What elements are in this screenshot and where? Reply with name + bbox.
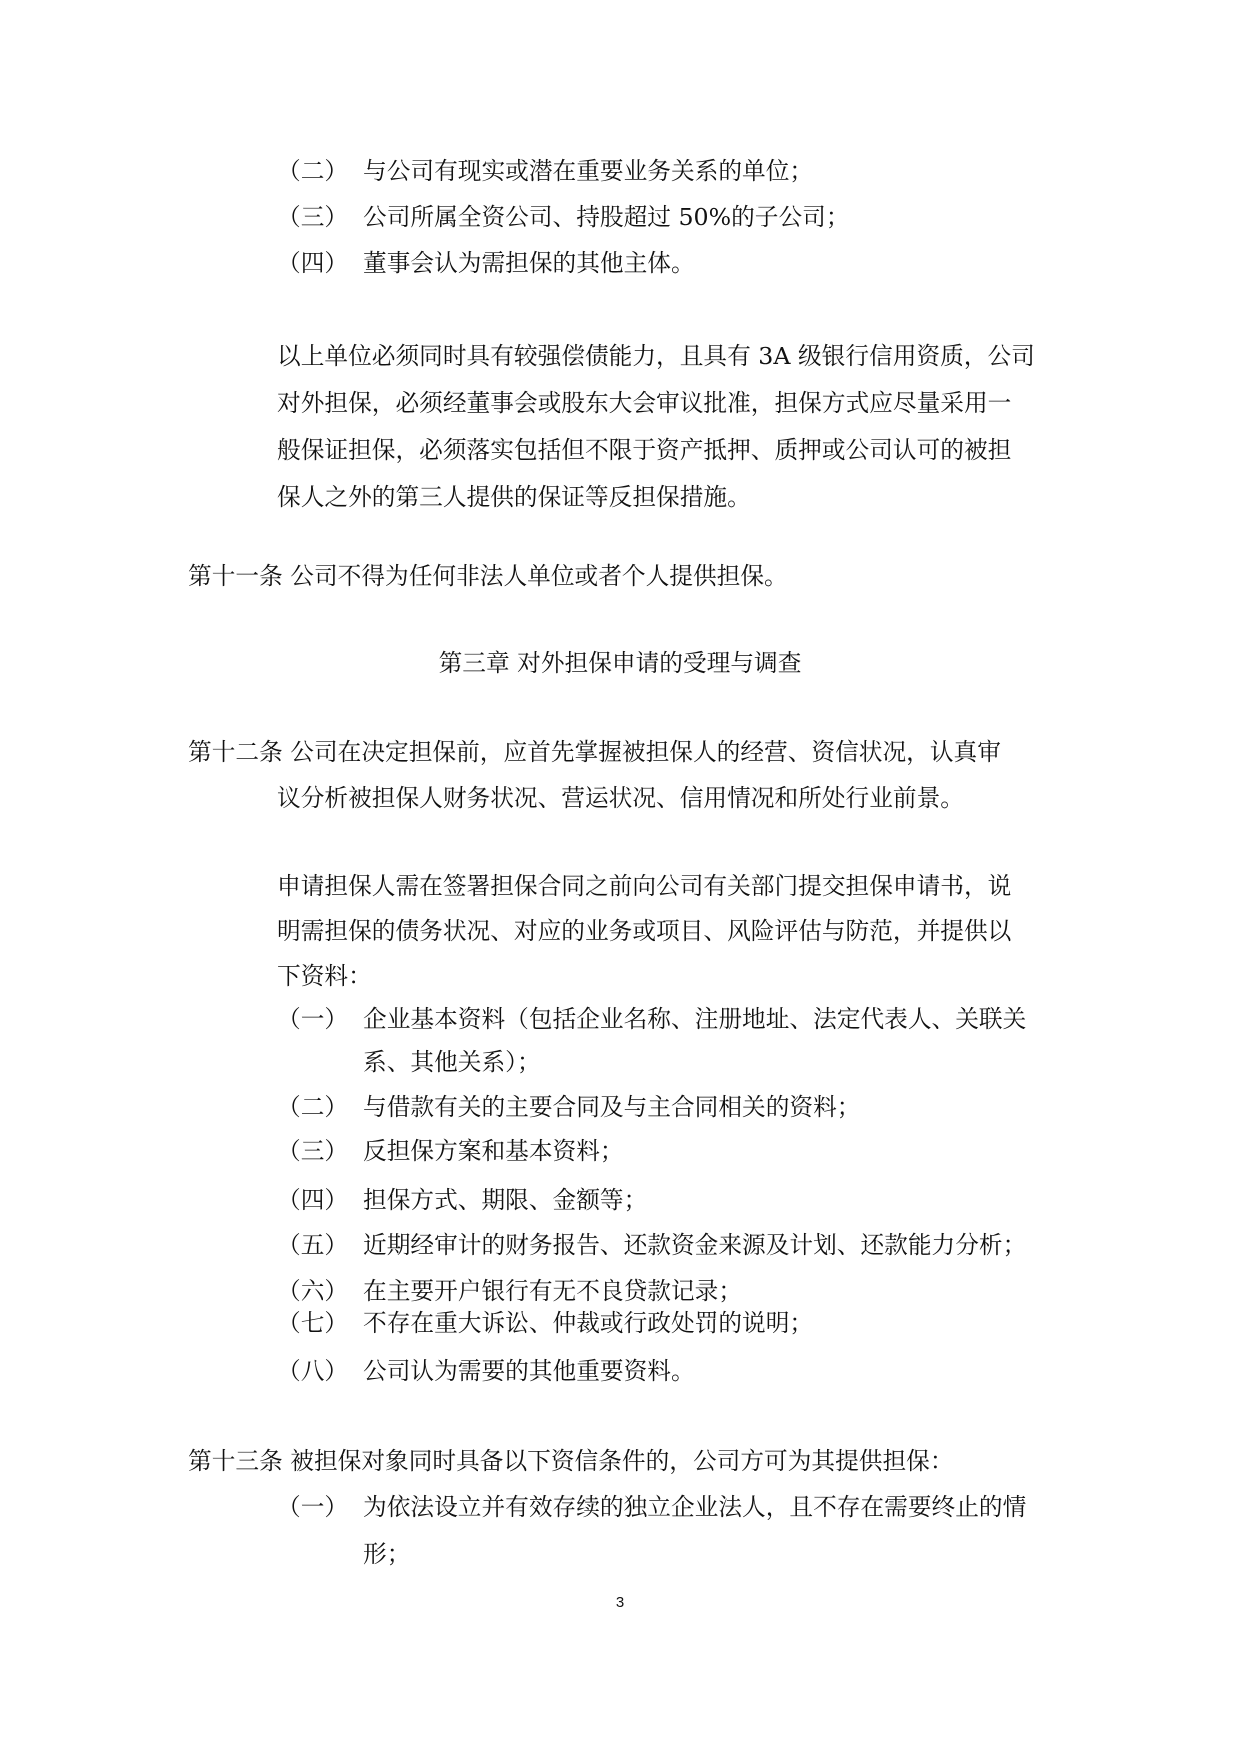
paragraph-line: 般保证担保，必须落实包括但不限于资产抵押、质押或公司认可的被担 [277, 436, 1012, 464]
list-item-text: 企业基本资料（包括企业名称、注册地址、法定代表人、关联关 [363, 1005, 1027, 1033]
list-item-text: 担保方式、期限、金额等； [363, 1186, 648, 1214]
list-item-text-continued: 系、其他关系）； [363, 1048, 541, 1076]
list-item-text: 董事会认为需担保的其他主体。 [363, 249, 695, 277]
article-11: 第十一条 公司不得为任何非法人单位或者个人提供担保。 [188, 562, 788, 590]
list-item-text: 在主要开户银行有无不良贷款记录； [363, 1277, 743, 1305]
paragraph-line: 对外担保，必须经董事会或股东大会审议批准，担保方式应尽量采用一 [277, 389, 1012, 417]
list-item-text: 公司所属全资公司、持股超过 50%的子公司； [363, 203, 850, 231]
chapter-title: 第三章 对外担保申请的受理与调查 [438, 649, 802, 677]
list-item-text-continued: 形； [363, 1540, 411, 1568]
page-number: 3 [615, 1594, 625, 1611]
list-item-text: 与公司有现实或潜在重要业务关系的单位； [363, 157, 814, 185]
list-item-label: （六） [277, 1277, 349, 1305]
list-item-text: 近期经审计的财务报告、还款资金来源及计划、还款能力分析； [363, 1231, 1027, 1259]
list-item-label: （一） [277, 1493, 349, 1521]
list-item-label: （七） [277, 1309, 349, 1337]
list-item-text: 反担保方案和基本资料； [363, 1137, 624, 1165]
list-item-text: 为依法设立并有效存续的独立企业法人，且不存在需要终止的情 [363, 1493, 1027, 1521]
paragraph-line: 申请担保人需在签署担保合同之前向公司有关部门提交担保申请书，说 [277, 872, 1012, 900]
article-13: 第十三条 被担保对象同时具备以下资信条件的，公司方可为其提供担保： [188, 1447, 954, 1475]
list-item-label: （三） [277, 1137, 349, 1165]
list-item-text: 与借款有关的主要合同及与主合同相关的资料； [363, 1093, 861, 1121]
article-12-line: 第十二条 公司在决定担保前，应首先掌握被担保人的经营、资信状况，认真审 [188, 738, 1001, 766]
paragraph-line: 下资料： [277, 962, 372, 990]
paragraph-line: 保人之外的第三人提供的保证等反担保措施。 [277, 483, 751, 511]
list-item-label: （五） [277, 1231, 349, 1259]
list-item-label: （一） [277, 1005, 349, 1033]
list-item-label: （四） [277, 249, 349, 277]
list-item-label: （八） [277, 1357, 349, 1385]
paragraph-line: 以上单位必须同时具有较强偿债能力，且具有 3A 级银行信用资质，公司 [277, 342, 1035, 370]
list-item-text: 公司认为需要的其他重要资料。 [363, 1357, 695, 1385]
paragraph-line: 明需担保的债务状况、对应的业务或项目、风险评估与防范，并提供以 [277, 917, 1012, 945]
list-item-label: （四） [277, 1186, 349, 1214]
list-item-label: （三） [277, 203, 349, 231]
list-item-text: 不存在重大诉讼、仲裁或行政处罚的说明； [363, 1309, 814, 1337]
article-12-line: 议分析被担保人财务状况、营运状况、信用情况和所处行业前景。 [277, 784, 964, 812]
list-item-label: （二） [277, 1093, 349, 1121]
list-item-label: （二） [277, 157, 349, 185]
